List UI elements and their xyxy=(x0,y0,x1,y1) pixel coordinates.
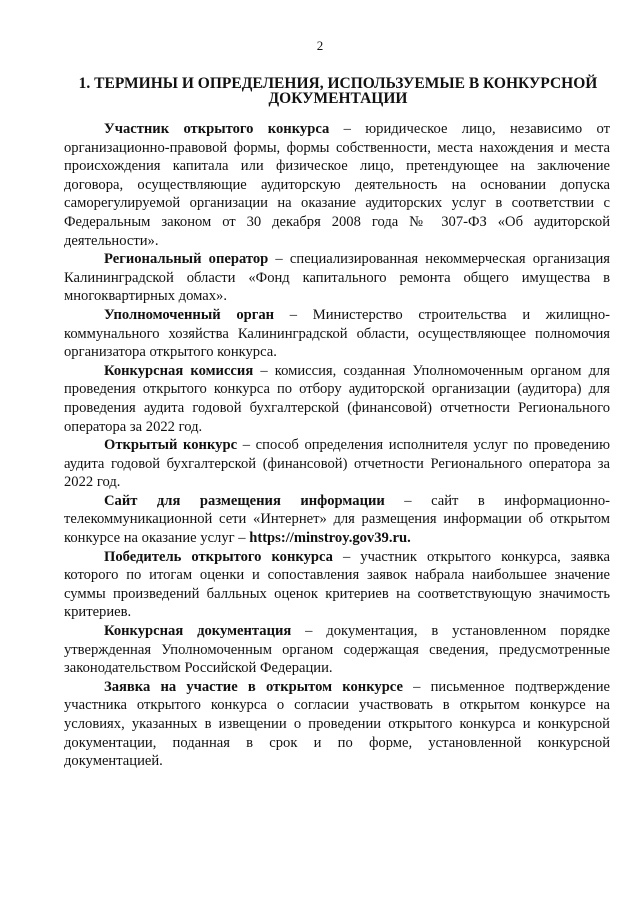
definition-authorized-body xyxy=(64,306,610,362)
definition-text: – участник открытого конкурса, заявка которого по итогам оценки и сопоставления заявок набрала наибольшее значение суммы произведений балльных оценок критериев на соответствующую значимость критериев. xyxy=(64,548,610,621)
definition-tail: . xyxy=(407,530,411,547)
definitions-list xyxy=(64,120,610,771)
page-number: 2 xyxy=(316,38,324,53)
definition-commission xyxy=(64,362,610,436)
website-link[interactable]: https://minstroy.gov39.ru xyxy=(249,530,408,547)
definition-tender-documentation xyxy=(64,622,610,678)
definition-text: – комиссия, созданная Уполномоченным органом для проведения открытого конкурса по отбору аудиторской организации (аудитора) для проведения аудита годовой бухгалтерской (финансовой) отчетности Регионального оператора за 2022 год. xyxy=(64,362,610,435)
definition-text: – способ определения исполнителя услуг по проведению аудита годовой бухгалтерской (финансовой) отчетности Регионального оператора за 2022 год. xyxy=(64,437,610,491)
term: Открытый конкурс xyxy=(104,437,238,454)
term: Конкурсная комиссия xyxy=(104,362,254,379)
definition-winner xyxy=(64,548,610,622)
definition-regional-operator xyxy=(64,250,610,306)
term: Сайт для размещения информации xyxy=(104,492,385,509)
definition-participant xyxy=(64,120,610,250)
section-title: 1. ТЕРМИНЫ И ОПРЕДЕЛЕНИЯ, ИСПОЛЬЗУЕМЫЕ В КОНКУРСНОЙ ДОКУМЕНТАЦИИ xyxy=(78,75,598,107)
term: Участник открытого конкурса xyxy=(104,121,330,137)
definition-text: – Министерство строительства и жилищно-коммунального хозяйства Калининградской области, осуществляющее полномочия организатора открытого конкурса. xyxy=(64,306,610,361)
definition-application xyxy=(64,678,610,771)
definition-text: – специализированная некоммерческая организация Калининградской области «Фонд капитального ремонта общего имущества в многоквартирных домах». xyxy=(64,251,610,305)
term: Заявка на участие в открытом конкурсе xyxy=(104,678,403,695)
term: Победитель открытого конкурса xyxy=(104,548,333,565)
definition-text: – документация, в установленном порядке утвержденная Уполномоченным органом содержащая сведения, предусмотренные законодательством Российской Федерации. xyxy=(64,623,610,677)
definition-open-tender xyxy=(64,436,610,492)
definition-text: – письменное подтверждение участника открытого конкурса о согласии участвовать в открытом конкурсе на условиях, указанных в извещении о проведении открытого конкурса и конкурсной документации, поданная в срок и по форме, установленной конкурсной документацией. xyxy=(64,678,611,770)
term: Региональный оператор xyxy=(104,251,269,268)
definition-text: – сайт в информационно-телекоммуникационной сети «Интернет» для размещения информации об открытом конкурсе на оказание услуг – xyxy=(64,492,611,547)
term: Конкурсная документация xyxy=(104,623,292,640)
definition-text: – юридическое лицо, независимо от организационно-правовой формы, формы собственности, места нахождения и места происхождения капитала или физическое лицо, претендующее на заключение договора, осуществляющие аудиторскую деятельность на основании допуска саморегулируемой организации на оказание аудиторских услуг в соответствии с Федеральным законом от 30 декабря 2008 года № 307-ФЗ «Об аудиторской деятельности». xyxy=(64,121,611,249)
term: Уполномоченный орган xyxy=(104,306,275,323)
definition-website xyxy=(64,492,610,548)
